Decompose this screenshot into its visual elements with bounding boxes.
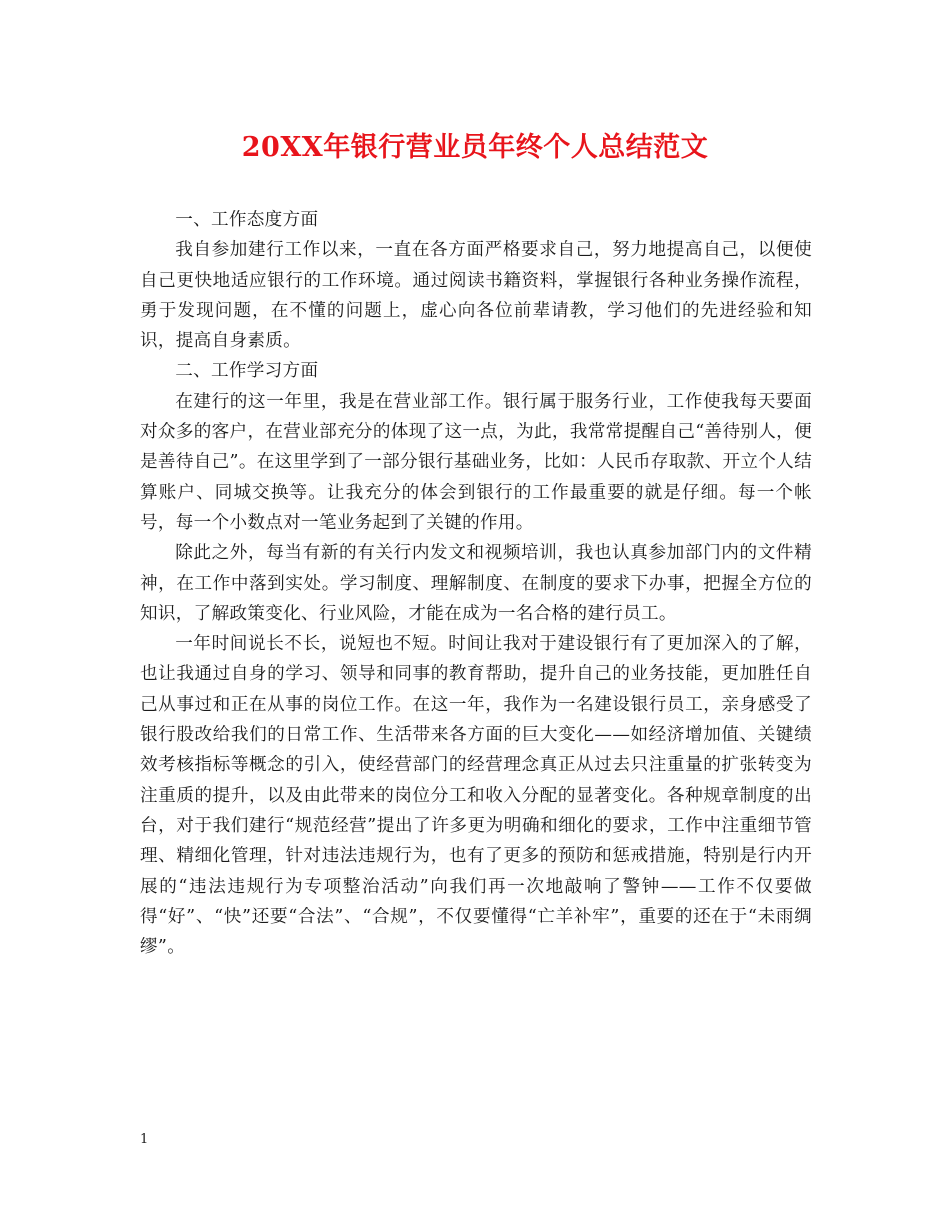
page-number: 1 [140,1132,149,1147]
document-body [140,205,812,962]
paragraph: 一年时间说长不长，说短也不短。时间让我对于建设银行有了更加深入的了解，也让我通过自身的学习、领导和同事的教育帮助，提升自己的业务技能，更加胜任自己从事过和正在从事的岗位工作。在这一年，我作为一名建设银行员工，亲身感受了银行股改给我们的日常工作、生活带来各方面的巨大变化——如经济增加值、关键绩效考核指标等概念的引入，使经营部门的经营理念真正从过去只注重量的扩张转变为注重质的提升，以及由此带来的岗位分工和收入分配的显著变化。各种规章制度的出台，对于我们建行“规范经营”提出了许多更为明确和细化的要求，工作中注重细节管理、精细化管理，针对违法违规行为，也有了更多的预防和惩戒措施，特别是行内开展的“违法违规行为专项整治活动”向我们再一次地敲响了警钟——工作不仅要做得“好”、“快”还要“合法”、“合规”，不仅要懂得“亡羊补牢”，重要的还在于“未雨绸缪”。 [140,634,812,958]
section-heading-work-attitude: 一、工作态度方面 [175,210,319,230]
paragraph: 在建行的这一年里，我是在营业部工作。银行属于服务行业，工作使我每天要面对众多的客户，在营业部充分的体现了这一点，为此，我常常提醒自己“善待别人，便是善待自己”。在这里学到了一部分银行基础业务，比如：人民币存取款、开立个人结算账户、同城交换等。让我充分的体会到银行的工作最重要的就是仔细。每一个帐号，每一个小数点对一笔业务起到了关键的作用。 [140,391,812,533]
paragraph: 除此之外，每当有新的有关行内发文和视频培训，我也认真参加部门内的文件精神，在工作中落到实处。学习制度、理解制度、在制度的要求下办事，把握全方位的知识，了解政策变化、行业风险，才能在成为一名合格的建行员工。 [140,543,812,624]
paragraph: 我自参加建行工作以来，一直在各方面严格要求自己，努力地提高自己，以便使自己更快地适应银行的工作环境。通过阅读书籍资料，掌握银行各种业务操作流程，勇于发现问题，在不懂的问题上，虚心向各位前辈请教，学习他们的先进经验和知识，提高自身素质。 [140,240,812,352]
document-title: 20XX年银行营业员年终个人总结范文 [241,132,709,163]
section-heading-work-study: 二、工作学习方面 [175,361,319,382]
